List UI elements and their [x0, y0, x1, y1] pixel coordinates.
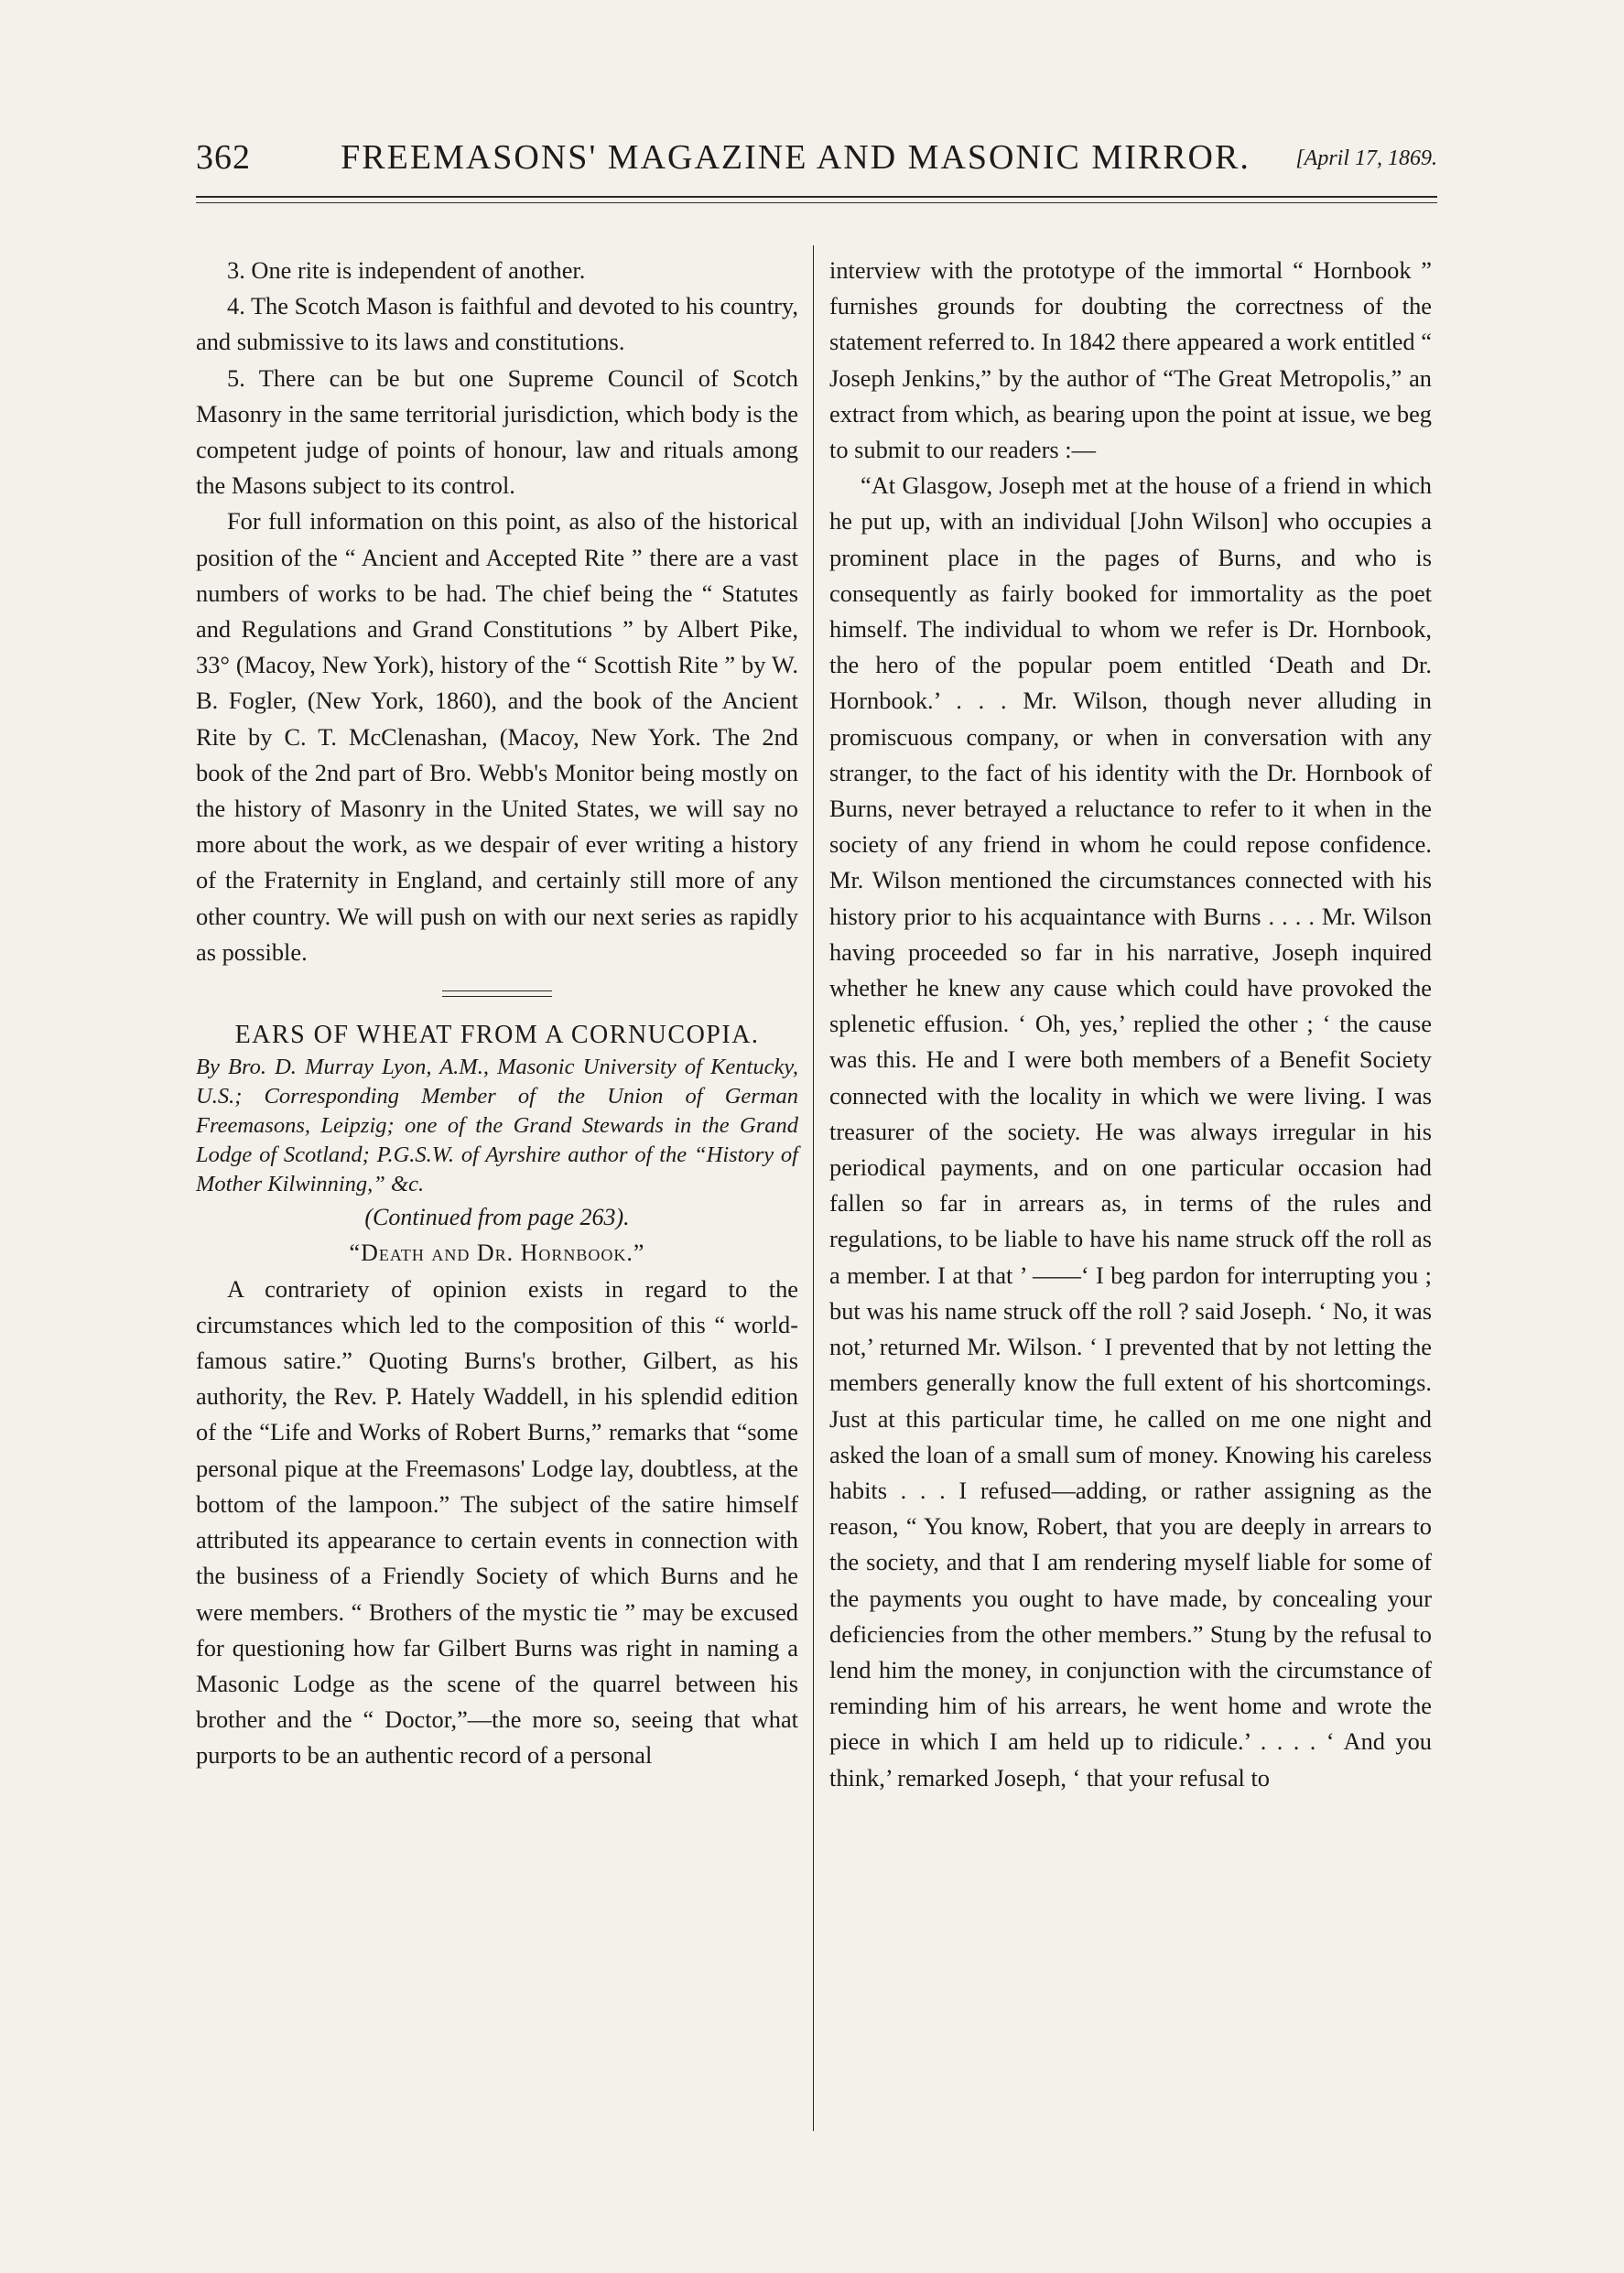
right-column	[829, 253, 1432, 1796]
section-title: EARS OF WHEAT FROM A CORNUCOPIA.	[234, 1021, 760, 1050]
paragraph: 4. The Scotch Mason is faithful and devoted to his country, and submissive to its laws and constitutions.	[196, 292, 798, 356]
paragraph: “At Glasgow, Joseph met at the house of a friend in which he put up, with an individual [John Wilson] who occupies a prominent place in the pages of Burns, and who is consequently as fairly booked for immortality as the poet himself. The individual to whom we refer is Dr. Hornbook, the hero of the popular poem entitled ‘Death and Dr. Hornbook.’ . . . Mr. Wilson, though never alluding in promiscuous company, or when in conversation with any stranger, to the fact of his identity with the Dr. Hornbook of Burns, never betrayed a reluctance to refer to it when in the society of any friend in whom he could repose confidence. Mr. Wilson mentioned the circumstances connected with his history prior to his acquaintance with Burns . . . . Mr. Wilson having proceeded so far in his narrative, Joseph inquired whether he knew any cause which could have provoked the splenetic effusion. ‘ Oh, yes,’ replied the other ; ‘ the cause was this. He and I were both members of a Benefit Society connected with the locality in which we were living. I was treasurer of the society. He was always irregular in his periodical payments, and on one particular occasion had fallen so far in arrears as, in terms of the rules and regulations, to be liable to have his name struck off the roll as a member. I at that ’ ——‘ I beg pardon for interrupting you ; but was his name struck off the roll ? said Joseph. ‘ No, it was not,’ returned Mr. Wilson. ‘ I prevented that by not letting the members generally know the full extent of his shortcomings. Just at this particular time, he called on me one night and asked the loan of a small sum of money. Knowing his careless habits . . . I refused—adding, or rather assigning as the reason, “ You know, Robert, that you are deeply in arrears to the society, and that I am rendering myself liable for some of the payments you ought to have made, by concealing your deficiencies from the other members.” Stung by the refusal to lend him the money, in conjunction with the circumstance of reminding him of his arrears, he went home and wrote the piece in which I am held up to ridicule.’ . . . . ‘ And you think,’ remarked Joseph, ‘ that your refusal to	[829, 471, 1432, 1791]
article-byline: By Bro. D. Murray Lyon, A.M., Masonic University of Kentucky, U.S.; Corresponding Member of the Union of German Freemasons, Leipzig; one of the Grand Stewards in the Grand Lodge of Scotland; P.G.S.W. of Ayrshire author of the “History of Mother Kilwinning,” &c.	[196, 1055, 798, 1197]
running-title: FREEMASONS' MAGAZINE AND MASONIC MIRROR.	[341, 138, 1250, 177]
header-rule	[196, 196, 1437, 203]
page-number: 362	[196, 138, 251, 177]
paragraph: 5. There can be but one Supreme Council of Scotch Masonry in the same territorial jurisdiction, which body is the competent judge of points of honour, law and rituals among the Masons subject to its control.	[196, 363, 798, 500]
paragraph: interview with the prototype of the immortal “ Hornbook ” furnishes grounds for doubting the correctness of the statement referred to. In 1842 there appeared a work entitled “ Joseph Jenkins,” by the author of “The Great Metropolis,” an extract from which, as bearing upon the point at issue, we beg to submit to our readers :—	[829, 256, 1432, 464]
page-header	[196, 137, 1437, 187]
column-divider	[813, 245, 814, 2131]
continued-note	[196, 1199, 798, 1235]
article-subheading: “Death and Dr. Hornbook.”	[349, 1239, 645, 1267]
paragraph: A contrariety of opinion exists in regard to the circumstances which led to the composition of this “ world-famous satire.” Quoting Burns's brother, Gilbert, as his authority, the Rev. P. Hately Waddell, in his splendid edition of the “Life and Works of Robert Burns,” remarks that “some personal pique at the Freemasons' Lodge lay, doubtless, at the bottom of the lampoon.” The subject of the satire himself attributed its appearance to certain events in connection with the business of a Friendly Society of which Burns and he were members. “ Brothers of the mystic tie ” may be excused for questioning how far Gilbert Burns was right in naming a Masonic Lodge as the scene of the quarrel between his brother and the “ Doctor,”—the more so, seeing that what purports to be an authentic record of a personal	[196, 1274, 798, 1770]
left-column	[196, 253, 798, 1774]
continued-text: (Continued from page 263).	[364, 1204, 630, 1231]
paragraph: 3. One rite is independent of another.	[227, 256, 586, 284]
issue-date: [April 17, 1869.	[1295, 146, 1437, 170]
section-divider	[442, 990, 552, 997]
paragraph: For full information on this point, as also of the historical position of the “ Ancient and Accepted Rite ” there are a vast numbers of works to be had. The chief being the “ Statutes and Regulations and Grand Constitutions ” by Albert Pike, 33° (Macoy, New York), history of the “ Scottish Rite ” by W. B. Fogler, (New York, 1860), and the book of the Ancient Rite by C. T. McClenashan, (Macoy, New York. The 2nd book of the 2nd part of Bro. Webb's Monitor being mostly on the history of Masonry in the United States, we will say no more about the work, as we despair of ever writing a history of the Fraternity in England, and certainly still more of any other country. We will push on with our next series as rapidly as possible.	[196, 507, 798, 966]
